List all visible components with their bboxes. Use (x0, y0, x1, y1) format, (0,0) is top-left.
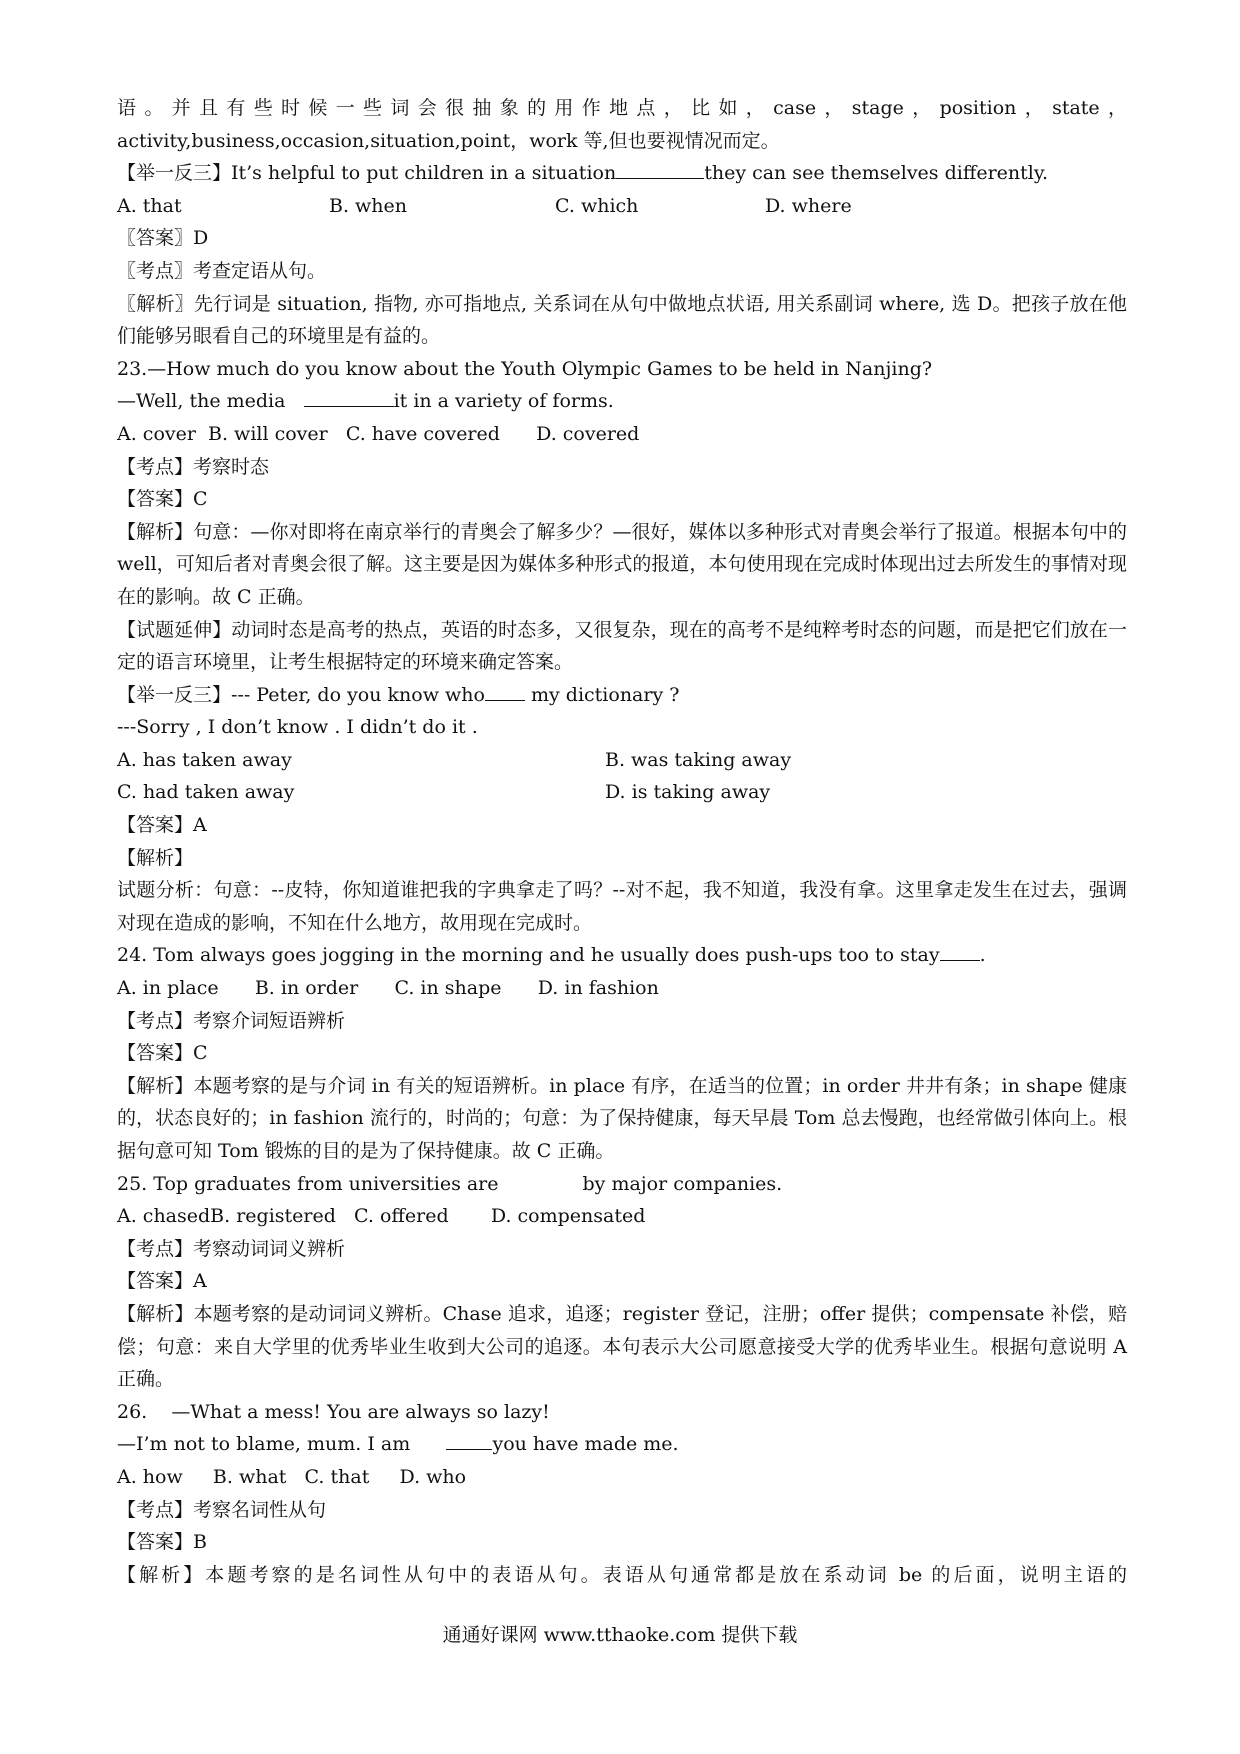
question-23: 23.—How much do you know about the Youth Olympic Games to be held in Nanjing? (117, 357, 933, 380)
question-23-reply: —Well, the media it in a variety of forms. (117, 385, 1127, 418)
explanation: 【解析】本题考察的是与介词 in 有关的短语辨析。in place 有序，在适当的位置；in order 井井有条；in shape 健康的，状态良好的；in fashion 流行的，时尚的；句意：为了保持健康，每天早晨 Tom 总去慢跑，也经常做引体向上。根据句意可知 Tom 锻炼的目的是为了保持健康。故 C 正确。 (117, 1074, 1127, 1162)
options-row: A. how B. what C. that D. who (117, 1465, 467, 1488)
answer: 【答案】C (117, 488, 208, 511)
answer: 【答案】B (117, 1531, 207, 1554)
explanation: 【解析】本题考察的是名词性从句中的表语从句。表语从句通常都是放在系动词 be 的后面，说明主语的 (117, 1563, 1127, 1586)
options-row: C. had taken away D. is taking away (117, 781, 771, 804)
exam-point: 【考点】考察名词性从句 (117, 1498, 327, 1521)
practice-question: 【举一反三】--- Peter, do you know who my dictionary ? (117, 679, 1127, 712)
practice-question: 【举一反三】It’s helpful to put children in a situation they can see themselves differently. (117, 157, 1127, 190)
document-page (117, 92, 1127, 1591)
exam-point: 【考点】考察介词短语辨析 (117, 1009, 346, 1032)
options-row: A. cover B. will cover C. have covered D. covered (117, 422, 640, 445)
answer: 【答案】A (117, 1270, 207, 1293)
exam-point: 〖考点〗考查定语从句。 (117, 259, 327, 282)
options-row: A. in place B. in order C. in shape D. in fashion (117, 977, 659, 1000)
analysis: 试题分析：句意：--皮特，你知道谁把我的字典拿走了吗？--对不起，我不知道，我没有拿。这里拿走发生在过去，强调对现在造成的影响，不知在什么地方，故用现在完成时。 (117, 879, 1127, 934)
question-24: 24. Tom always goes jogging in the morning and he usually does push-ups too to stay . (117, 939, 1127, 972)
extension: 【试题延伸】动词时态是高考的热点，英语的时态多，又很复杂，现在的高考不是纯粹考时态的问题，而是把它们放在一定的语言环境里，让考生根据特定的环境来确定答案。 (117, 618, 1127, 674)
explanation: 〖解析〗先行词是 situation, 指物, 亦可指地点, 关系词在从句中做地点状语, 用关系副词 where, 选 D。把孩子放在他们能够另眼看自己的环境里是有益的。 (117, 292, 1127, 348)
text-line: ---Sorry , I don’t know . I didn’t do it . (117, 716, 478, 739)
question-25: 25. Top graduates from universities are by major companies. (117, 1172, 783, 1195)
explanation-label: 【解析】 (117, 846, 194, 869)
options-row: A. chasedB. registered C. offered D. compensated (117, 1205, 646, 1228)
answer: 〖答案〗D (117, 227, 209, 250)
question-26: 26. —What a mess! You are always so lazy! (117, 1400, 550, 1423)
answer: 【答案】A (117, 814, 207, 837)
explanation: 【解析】句意：—你对即将在南京举行的青奥会了解多少？—很好，媒体以多种形式对青奥会举行了报道。根据本句中的 well，可知后者对青奥会很了解。这主要是因为媒体多种形式的报道，本句使用现在完成时体现出过去所发生的事情对现在的影响。故 C 正确。 (117, 520, 1127, 608)
explanation: 【解析】本题考察的是动词词义辨析。Chase 追求，追逐；register 登记，注册；offer 提供；compensate 补偿，赔偿；句意：来自大学里的优秀毕业生收到大公司的追逐。本句表示大公司愿意接受大学的优秀毕业生。根据句意说明 A 正确。 (117, 1302, 1127, 1391)
exam-point: 【考点】考察时态 (117, 455, 270, 478)
text-line: 语。并且有些时候一些词会很抽象的用作地点，比如，case，stage，position，state， (117, 97, 1127, 119)
text-line: activity,business,occasion,situation,point，work 等,但也要视情况而定。 (117, 129, 780, 152)
options-row: A. has taken away B. was taking away (117, 748, 792, 771)
answer: 【答案】C (117, 1042, 208, 1065)
question-26-reply: —I’m not to blame, mum. I am you have made me. (117, 1428, 1127, 1461)
options-row: A. that B. when C. which D. where (117, 194, 852, 217)
page-footer: 通通好课网 www.tthaoke.com 提供下载 (442, 1624, 798, 1646)
exam-point: 【考点】考察动词词义辨析 (117, 1237, 346, 1260)
